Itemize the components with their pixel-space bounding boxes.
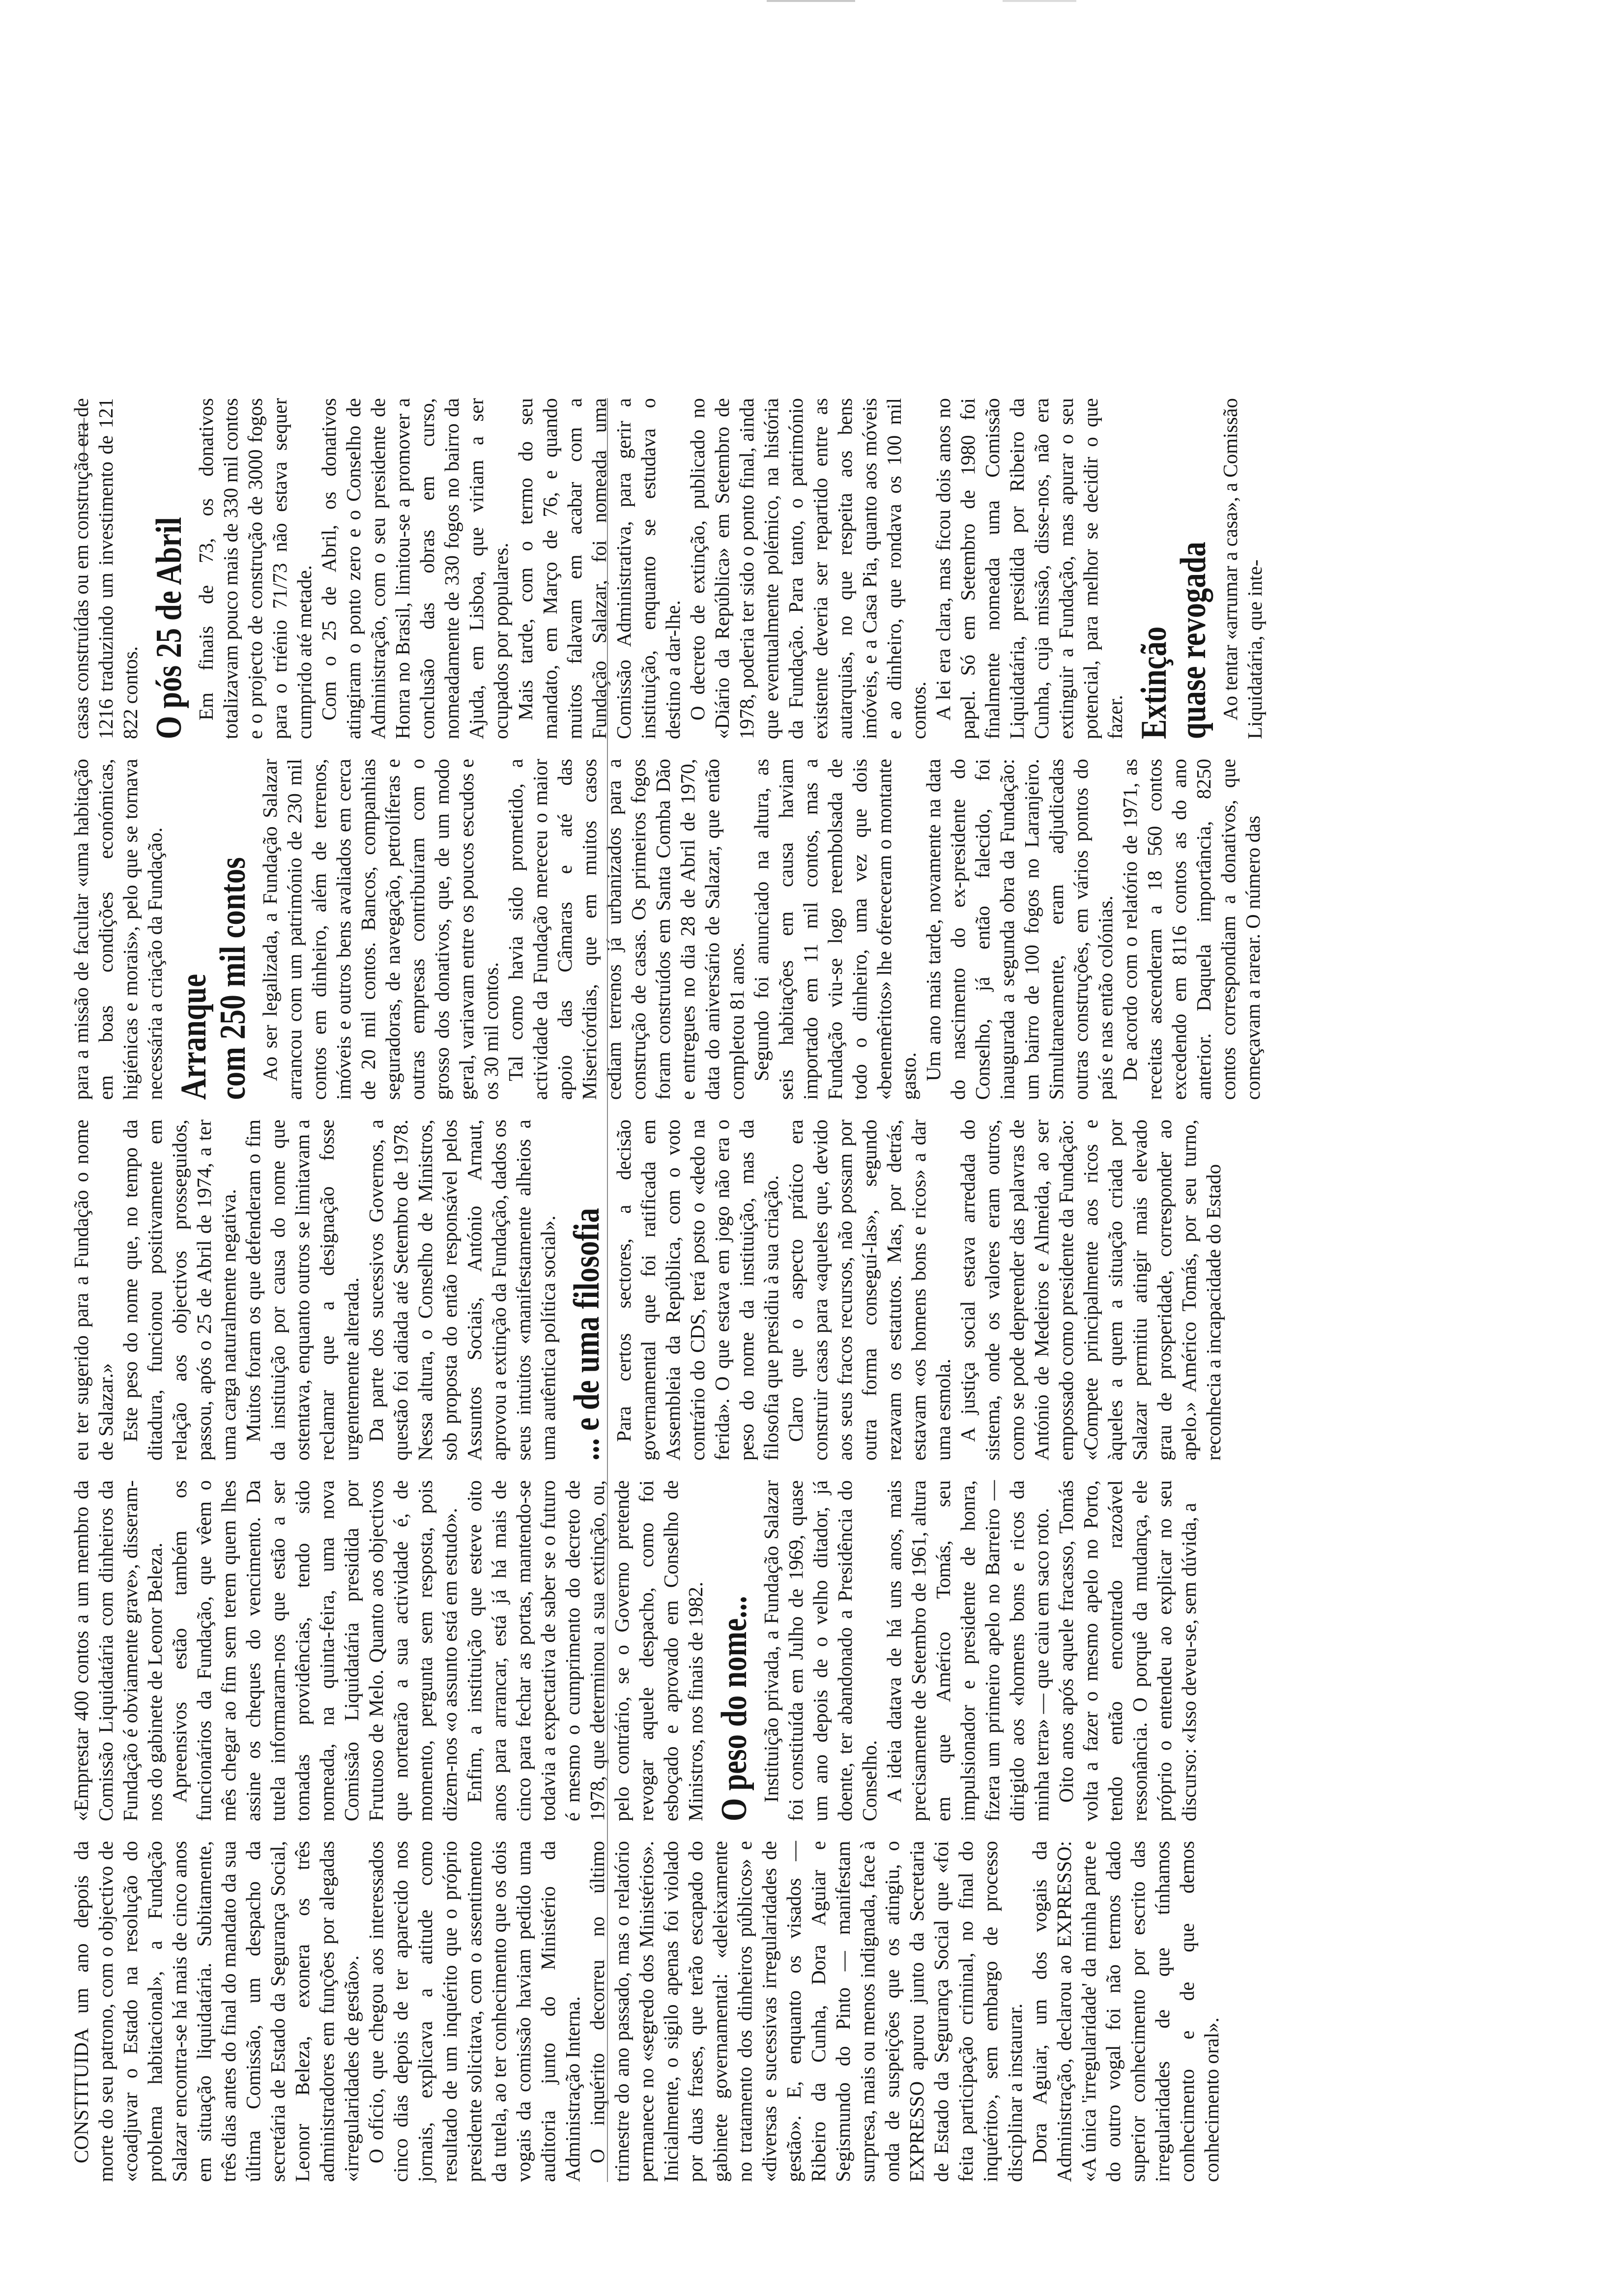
article-text-band — [69, 398, 1266, 2182]
article-column-5 — [69, 398, 1266, 739]
section-heading — [174, 820, 253, 1100]
section-heading-line: O peso do nome... — [714, 1596, 754, 1821]
body-paragraph: A ideia datava de há uns anos, mais precisamente de Setembro de 1961, altura em que Américo Tomás, seu impulsionador e presidente de honra, fizera um primeiro apelo no Barreiro — dirigido aos «homens bons e ricos da minha terra» — que caiu em saco roto. — [883, 1480, 1053, 1821]
body-paragraph: eu ter sugerido para a Fundação o nome de Salazar.» — [70, 1119, 117, 1461]
body-paragraph: Ao ser legalizada, a Fundação Salazar arrancou com um património de 230 mil contos em dinheiro, além de terrenos, imóveis e outros bens avaliados em cerca de 20 mil contos. Bancos, companhias seguradoras, de navegação, petrolíferas e outras empresas contribuíram com o grosso dos donativos, que, de um modo geral, variavam entre os poucos escudos e os 30 mil contos. — [259, 759, 502, 1100]
section-heading-line: ... e de uma filosofia — [567, 1207, 607, 1461]
body-paragraph: casas construídas ou em construção era de 1216 traduzindo um investimento de 121 822 contos. — [70, 398, 142, 739]
body-paragraph: Enfim, a instituição que esteve oito anos para arrancar, está já há mais de cinco para fechar as portas, mantendo-se todavia a expectativa de saber se o futuro é mesmo o cumprimento do decreto de 1978, que determinou a sua extinção, ou, pelo contrário, se o Governo pretende revogar aquele despacho, como foi esboçado e aprovado em Conselho de Ministros, nos finais de 1982. — [463, 1480, 707, 1821]
article-column-2 — [69, 1480, 1200, 1821]
section-heading-line: Arranque — [173, 974, 214, 1100]
section-heading — [1134, 459, 1213, 739]
body-paragraph: Com o 25 de Abril, os donativos atingiram o ponto zero e o Conselho de Administração, com o seu presidente de Honra no Brasil, limitou-se a promover a conclusão das obras em curso, nomeadamente de 330 fogos no bairro da Ajuda, em Lisboa, que viriam a ser ocupados por populares. — [317, 398, 512, 739]
body-paragraph: Tal como havia sido prometido, a actividade da Fundação mereceu o maior apoio das Câmaras e até das Misericórdias, que em muitos casos cediam terrenos já urbanizados para a construção de casas. Os primeiros fogos foram construídos em Santa Comba Dão e entregues no dia 28 de Abril de 1970, data do aniversário de Salazar, que então completou 81 anos. — [504, 759, 748, 1100]
body-paragraph: Um ano mais tarde, novamente na data do nascimento do ex-presidente do Conselho, já então falecido, foi inaugurada a segunda obra da Fundação: um bairro de 100 fogos no Laranjeiro. Simultaneamente, eram adjudicadas outras construções, em vários pontos do país e nas então colónias. — [922, 759, 1117, 1100]
body-paragraph: O ofício, que chegou aos interessados cinco dias depois de ter aparecido nos jornais, explicava a atitude como resultado de um inquérito que o próprio presidente solicitava, com o assentimento da tutela, ao ter conhecimento que os dois vogais da comissão haviam pedido uma auditoria junto do Ministério da Administração Interna. — [365, 1841, 584, 2182]
body-paragraph: para a missão de facultar «uma habitação em boas condições económicas, higiénicas e morais», pelo que se tornava necessária a criação da Fundação. — [70, 759, 166, 1100]
body-paragraph: Muitos foram os que defenderam o fim da instituição por causa do nome que ostentava, enquanto outros se limitavam a reclamar que a designação fosse urgentemente alterada. — [242, 1119, 363, 1461]
section-heading — [567, 1181, 606, 1461]
body-paragraph: Este peso do nome que, no tempo da ditadura, funcionou positivamente em relação aos objectivos prosseguidos, passou, após o 25 de Abril de 1974, a ter uma carga naturalmente negativa. — [119, 1119, 240, 1461]
body-paragraph: Segundo foi anunciado na altura, as seis habitações em causa haviam importado em 11 mil contos, mas a Fundação viu-se logo reembolsada de todo o dinheiro, uma vez que dois «benemêritos» lhe ofereceram o montante gasto. — [750, 759, 920, 1100]
section-heading-line: Extinção — [1134, 626, 1174, 739]
body-paragraph: Instituição privada, a Fundação Salazar foi constituída em Julho de 1969, quase um ano depois de o velho ditador, já doente, ter abandonado a Presidência do Conselho. — [760, 1480, 881, 1821]
body-paragraph: De acordo com o relatório de 1971, as receitas ascenderam a 18 560 contos excedendo em 8116 contos as do ano anterior. Daquela importância, 8250 contos correspondiam a donativos, que começavam a rarear. O número das — [1119, 759, 1264, 1100]
lead-paragraph: CONSTITUIDA um ano depois da morte do seu patrono, com o objectivo de «coadjuvar o Estado na resolução do problema habitacional», a Fundação Salazar encontra-se há mais de cinco anos em situação liquidatária. Subitamente, três dias antes do final do mandato da sua última Comissão, um despacho da secretária de Estado da Segurança Social, Leonor Beleza, exonera os três administradores em funções por alegadas «irregularidades de gestão». — [70, 1841, 363, 2182]
blank-upper-band — [622, 398, 1130, 2182]
body-paragraph: Claro que o aspecto prático era construir casas para «aqueles que, devido aos seus fracos recursos, não possam por outra forma conseguí-las», segundo rezavam os estatutos. Mas, por detrás, estavam «os homens bons e ricos» a dar uma esmola. — [784, 1119, 954, 1461]
section-heading-line: com 250 mil contos — [213, 857, 253, 1100]
article-column-3 — [69, 1119, 1225, 1461]
body-paragraph: Dora Aguiar, um dos vogais da Administração, declarou ao EXPRESSO: «A única 'irregularidade' da minha parte e do outro vogal foi não termos dado superior conhecimento por escrito das irregularidades de que tínhamos conhecimento e de que demos conhecimento oral». — [1028, 1841, 1223, 2182]
article-column-1 — [69, 1841, 1223, 2182]
body-paragraph: Em finais de 73, os donativos totalizavam pouco mais de 330 mil contos e o projecto de construção de 3000 fogos para o triénio 71/73 não estava sequer cumprido até metade. — [195, 398, 316, 739]
body-paragraph: A justiça social estava arredada do sistema, onde os valores eram outros, como se pode depreender das palavras de António de Medeiros e Almeida, ao ser empossado como presidente da Fundação: «Compete principalmente aos ricos e àqueles a quem a situação criada por Salazar permitiu atingir mais elevado grau de prosperidade, corresponder ao apelo.» Américo Tomás, por seu turno, reconhecia a incapacidade do Estado — [956, 1119, 1225, 1461]
page-fold-line — [607, 398, 608, 2182]
body-paragraph: «Emprestar 400 contos a um membro da Comissão Liquidatária com dinheiros da Fundação é obviamente grave», disseram-nos do gabinete de Leonor Beleza. — [70, 1480, 166, 1821]
article-column-4 — [69, 759, 1264, 1100]
body-paragraph: Da parte dos sucessivos Governos, a questão foi adiada até Setembro de 1978. Nessa altura, o Conselho de Ministros, sob proposta do então responsável pelos Assuntos Sociais, António Arnaut, aprovou a extinção da Fundação, dados os seus intuitos «manifestamente alheios a uma autêntica política social». — [365, 1119, 559, 1461]
body-paragraph: A lei era clara, mas ficou dois anos no papel. Só em Setembro de 1980 foi finalmente nomeada uma Comissão Liquidatária, presidida por Ribeiro da Cunha, cuja missão, disse-nos, não era extinguir a Fundação, mas apurar o seu potencial, para melhor se decidir o que fazer. — [932, 398, 1126, 739]
section-heading-line: quase revogada — [1173, 542, 1213, 739]
body-paragraph: O inquérito decorreu no último trimestre do ano passado, mas o relatório permanece no «segredo dos Ministérios». Inicialmente, o sigilo apenas foi violado por duas frases, que terão escapado do gabinete governamental: «deleixamente no tratamento dos dinheiros públicos» e «diversas e sucessivas irregularidades de gestão». E, enquanto os visados — Ribeiro da Cunha, Dora Aguiar e Segismundo do Pinto — manifestam surpresa, mais ou menos indignada, face à onda de suspeições que os atingiu, o EXPRESSO apurou junto da Secretaria de Estado da Segurança Social que «foi feita participação criminal, no final do inquérito», sem embargo de processo disciplinar a instaurar. — [586, 1841, 1026, 2182]
body-paragraph: Apreensivos estão também os funcionários da Fundação, que vêem o mês chegar ao fim sem terem quem lhes assine os cheques do vencimento. Da tutela informaram-nos que estão a ser tomadas providências, tendo sido nomeada, na quinta-feira, uma nova Comissão Liquidatária presidida por Frutuoso de Melo. Quanto aos objectivos que nortearão a sua actividade é, de momento, pergunta sem resposta, pois dizem-nos «o assunto está em estudo». — [168, 1480, 461, 1821]
section-heading-line: O pós 25 de Abril — [149, 517, 189, 739]
body-paragraph: Ao tentar «arrumar a casa», a Comissão Liquidatária, que inte- — [1219, 398, 1266, 739]
body-paragraph: Para certos sectores, a decisão governamental que foi ratificada em Assembleia da República, com o voto contrário do CDS, terá posto o «dedo na ferida». O que estava em jogo não era o peso do nome da instituição, mas da filosofia que presidiu à sua criação. — [612, 1119, 782, 1461]
body-paragraph: Mais tarde, com o termo do seu mandato, em Março de 76, e quando muitos falavam em acabar com a Fundação Salazar, foi nomeada uma Comissão Administrativa, para gerir a instituição, enquanto se estudava o destino a dar-lhe. — [514, 398, 684, 739]
scan-edge-mark — [767, 0, 855, 2]
body-paragraph: O decreto de extinção, publicado no «Diário da República» em Setembro de 1978, poderia ter sido o ponto final, ainda que eventualmente polémico, na história da Fundação. Para tanto, o património existente deveria ser repartido entre as autarquias, no que respeita aos bens imóveis, e a Casa Pia, quanto aos móveis e ao dinheiro, que rondava os 100 mil contos. — [686, 398, 930, 739]
column-end-rule — [84, 418, 85, 462]
body-paragraph: Oito anos após aquele fracasso, Tomás volta a fazer o mesmo apelo no Porto, tendo então encontrado razoável ressonância. O porquê da mudança, ele próprio o entendeu ao explicar no seu discurso: «Isso deveu-se, sem dúvida, a — [1055, 1480, 1200, 1821]
scan-edge-mark — [1003, 0, 1076, 2]
section-heading — [149, 459, 189, 739]
rotated-newspaper-page — [49, 369, 1266, 2211]
